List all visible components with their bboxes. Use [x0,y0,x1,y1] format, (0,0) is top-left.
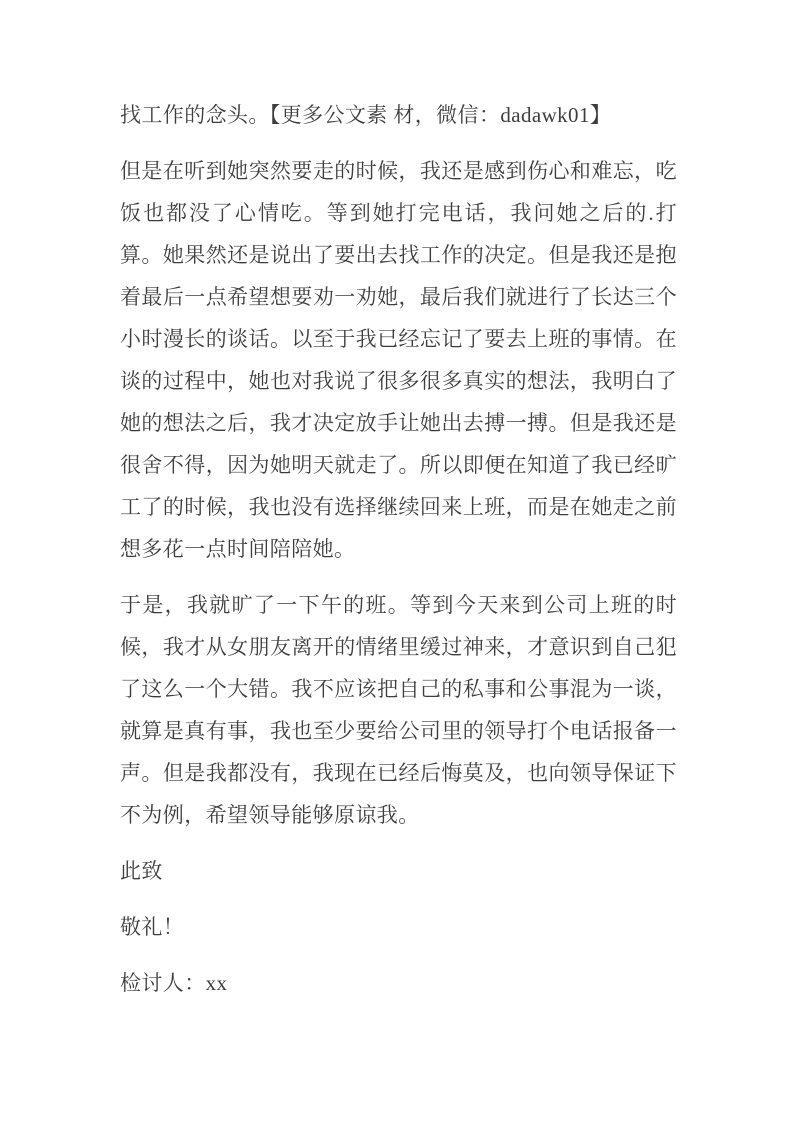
paragraph: 于是，我就旷了一下午的班。等到今天来到公司上班的时候，我才从女朋友离开的情绪里缓过神来，才意识到自己犯了这么一个大错。我不应该把自己的私事和公事混为一谈，就算是真有事，我也至少要给公司里的领导打个电话报备一声。但是我都没有，我现在已经后悔莫及，也向领导保证下不为例，希望领导能够原谅我。 [120,593,677,827]
document-body [120,94,677,1004]
paragraph: 找工作的念头。【更多公文素 材，微信：dadawk01】 [120,103,612,127]
paragraph: 检讨人：xx [120,971,228,995]
paragraph: 敬礼！ [120,915,185,939]
paragraph: 但是在听到她突然要走的时候，我还是感到伤心和难忘，吃饭也都没了心情吃。等到她打完电话，我问她之后的.打算。她果然还是说出了要出去找工作的决定。但是我还是抱着最后一点希望想要劝一劝她，最后我们就进行了长达三个小时漫长的谈话。以至于我已经忘记了要去上班的事情。在谈的过程中，她也对我说了很多很多真实的想法，我明白了她的想法之后，我才决定放手让她出去搏一搏。但是我还是很舍不得，因为她明天就走了。所以即便在知道了我已经旷工了的时候，我也没有选择继续回来上班，而是在她走之前想多花一点时间陪陪她。 [120,159,677,561]
paragraph: 此致 [120,859,163,883]
